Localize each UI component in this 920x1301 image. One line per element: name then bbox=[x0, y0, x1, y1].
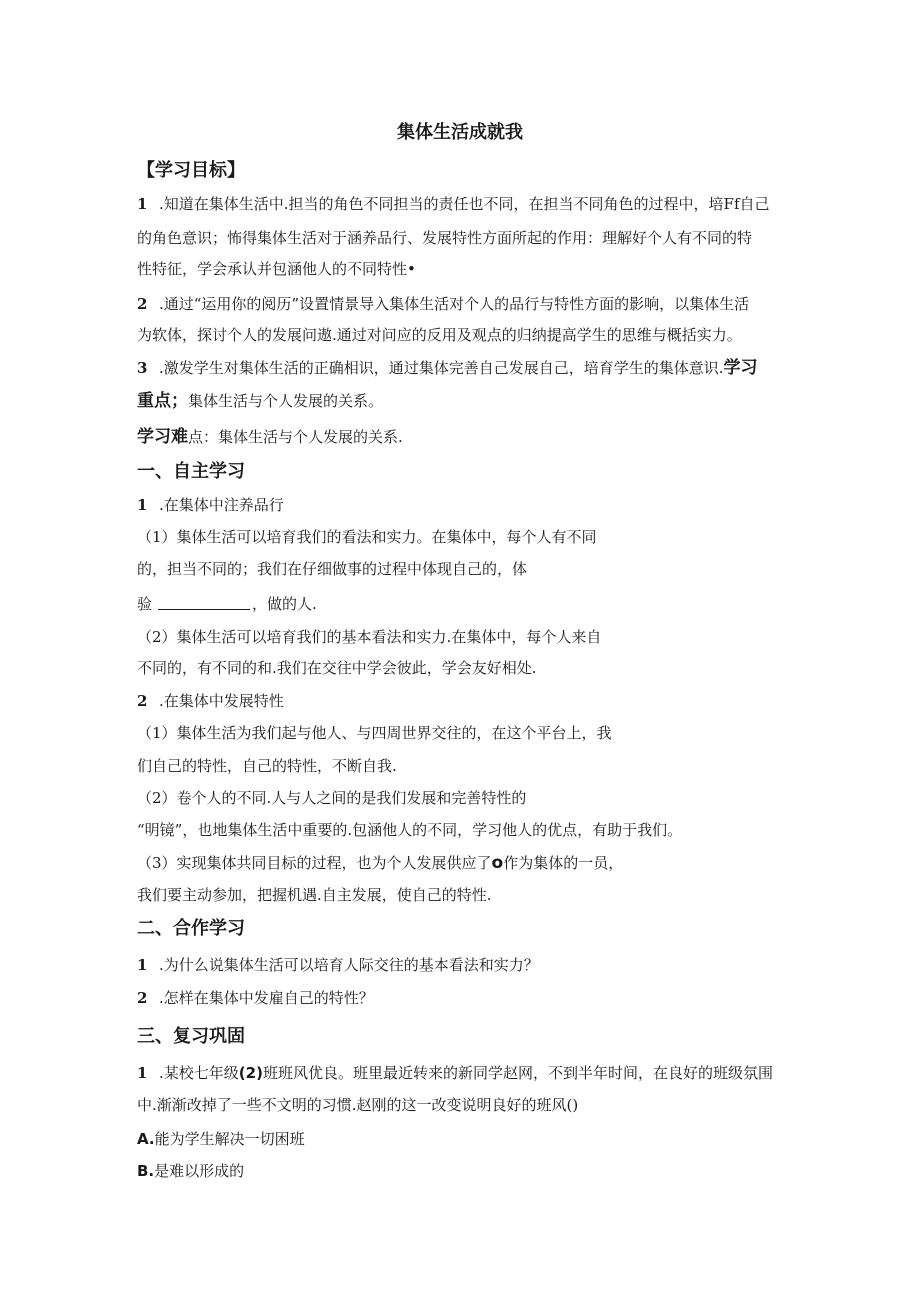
option-a-text: 能为学生解决一切困班 bbox=[154, 1130, 305, 1148]
objective-3-line-1 bbox=[137, 357, 758, 379]
objective-2-number: 2 bbox=[137, 295, 148, 313]
objectives-heading: 【学习目标】 bbox=[137, 160, 245, 181]
s2-q2-number: 2 bbox=[137, 989, 148, 1007]
objective-3-number: 3 bbox=[137, 359, 148, 377]
difficulty-label: 学习难 bbox=[137, 427, 188, 447]
s3-q1-number: 1 bbox=[137, 1064, 148, 1082]
objective-1-line-1 bbox=[137, 193, 770, 215]
s1-q2-2-line-2: “明镜”，也地集体生活中重要的.包涵他人的不同，学习他人的优点，有助于我们。 bbox=[137, 821, 683, 839]
s2-q1 bbox=[137, 954, 539, 976]
s1-q2-3-line-1-bold: o bbox=[491, 853, 504, 873]
s1-q2-3-line-1-post: 作为集体的一员， bbox=[503, 854, 624, 872]
s1-q2-text: .在集体中发展特性 bbox=[159, 692, 284, 710]
objective-1-text: .知道在集体生活中.担当的角色不同担当的责任也不同，在担当不同角色的过程中，培Ff自己 bbox=[159, 195, 770, 213]
objective-3-text: .激发学生对集体生活的正确相识，通过集体完善自己发展自己，培育学生的集体意识. bbox=[159, 359, 724, 377]
s3-q1-class-number: (2) bbox=[238, 1064, 263, 1082]
option-a-label: A. bbox=[137, 1130, 155, 1148]
key-point-text: 集体生活与个人发展的关系。 bbox=[188, 392, 384, 410]
section-1-heading: 一、自主学习 bbox=[137, 461, 245, 482]
s1-q1-1-line-3-post: ，做的人. bbox=[252, 595, 317, 613]
s1-q2-2-line-1: （2）卷个人的不同.人与人之间的是我们发展和完善特性的 bbox=[137, 789, 527, 807]
option-b-text: 是难以形成的 bbox=[154, 1162, 245, 1180]
s2-q2 bbox=[137, 987, 374, 1009]
s1-q1-1-line-2: 的，担当不同的；我们在仔细做事的过程中体现自己的，体 bbox=[137, 560, 528, 578]
s1-q1-2-line-1: （2）集体生活可以培育我们的基本看法和实力.在集体中，每个人来自 bbox=[137, 628, 602, 646]
s1-q1-number: 1 bbox=[137, 496, 148, 514]
s1-q2-1-line-1: （1）集体生活为我们起与他人、与四周世界交往的，在这个平台上，我 bbox=[137, 724, 612, 742]
page-title: 集体生活成就我 bbox=[397, 122, 523, 143]
objective-1-line-3: 性特征，学会承认并包涵他人的不同特性• bbox=[137, 260, 416, 278]
s2-q1-text: .为什么说集体生活可以培育人际交往的基本看法和实力？ bbox=[159, 956, 539, 974]
s1-q1-2-line-2: 不同的，有不同的和.我们在交往中学会彼此，学会友好相处. bbox=[137, 659, 537, 677]
difficulty-line bbox=[137, 426, 403, 448]
objective-1-number: 1 bbox=[137, 195, 148, 213]
s1-q2-1-line-2: 们自己的特性，自己的特性，不断自我. bbox=[137, 757, 397, 775]
section-3-heading: 三、复习巩固 bbox=[137, 1026, 245, 1047]
option-a bbox=[137, 1128, 305, 1150]
s3-q1-line-1-pre: .某校七年级 bbox=[159, 1064, 239, 1082]
objective-3-line-2 bbox=[137, 390, 383, 412]
s1-q2 bbox=[137, 690, 284, 712]
objective-1-line-2: 的角色意识；怖得集体生活对于涵养品行、发展特性方面所起的作用：理解好个人有不同的特 bbox=[137, 229, 753, 247]
option-b-label: B. bbox=[137, 1162, 155, 1180]
difficulty-text: 点：集体生活与个人发展的关系. bbox=[188, 428, 403, 446]
s1-q1-1-line-3-pre: 验 bbox=[137, 595, 153, 613]
section-2-heading: 二、合作学习 bbox=[137, 918, 245, 939]
s1-q1-text: .在集体中注养品行 bbox=[159, 496, 284, 514]
option-b bbox=[137, 1160, 244, 1182]
fill-in-blank bbox=[158, 595, 250, 610]
s3-q1-line-1 bbox=[137, 1062, 773, 1084]
s3-q1-line-1-post: 班班风优良。班里最近转来的新同学赵网，不到半年时间，在良好的班级氛围 bbox=[262, 1064, 773, 1082]
s1-q1-1-line-3 bbox=[137, 593, 317, 615]
s3-q1-line-2: 中.渐渐改掉了一些不文明的习惯.赵刚的这一改变说明良好的班风() bbox=[137, 1096, 579, 1114]
objective-2-line-2: 为软体，探讨个人的发展问遨.通过对问应的反用及观点的归纳提高学生的思维与概括实力。 bbox=[137, 326, 742, 344]
objective-2-line-1 bbox=[137, 293, 749, 315]
s2-q1-number: 1 bbox=[137, 956, 148, 974]
s1-q2-number: 2 bbox=[137, 692, 148, 710]
s1-q1 bbox=[137, 494, 284, 516]
s2-q2-text: .怎样在集体中发雇自己的特性？ bbox=[159, 989, 374, 1007]
key-point-label-part2: 重点； bbox=[137, 391, 188, 411]
s1-q1-1-line-1: （1）集体生活可以培育我们的看法和实力。在集体中，每个人有不同 bbox=[137, 528, 597, 546]
s1-q2-3-line-2: 我们要主动参加，把握机遇.自主发展，使自己的特性. bbox=[137, 886, 492, 904]
s1-q2-3-line-1 bbox=[137, 852, 623, 874]
s1-q2-3-line-1-pre: （3）实现集体共同目标的过程，也为个人发展供应了 bbox=[137, 854, 492, 872]
key-point-label-part1: 学习 bbox=[723, 358, 758, 378]
objective-2-text: .通过“运用你的阅历”设置情景导入集体生活对个人的品行与特性方面的影响，以集体生活 bbox=[159, 295, 750, 313]
